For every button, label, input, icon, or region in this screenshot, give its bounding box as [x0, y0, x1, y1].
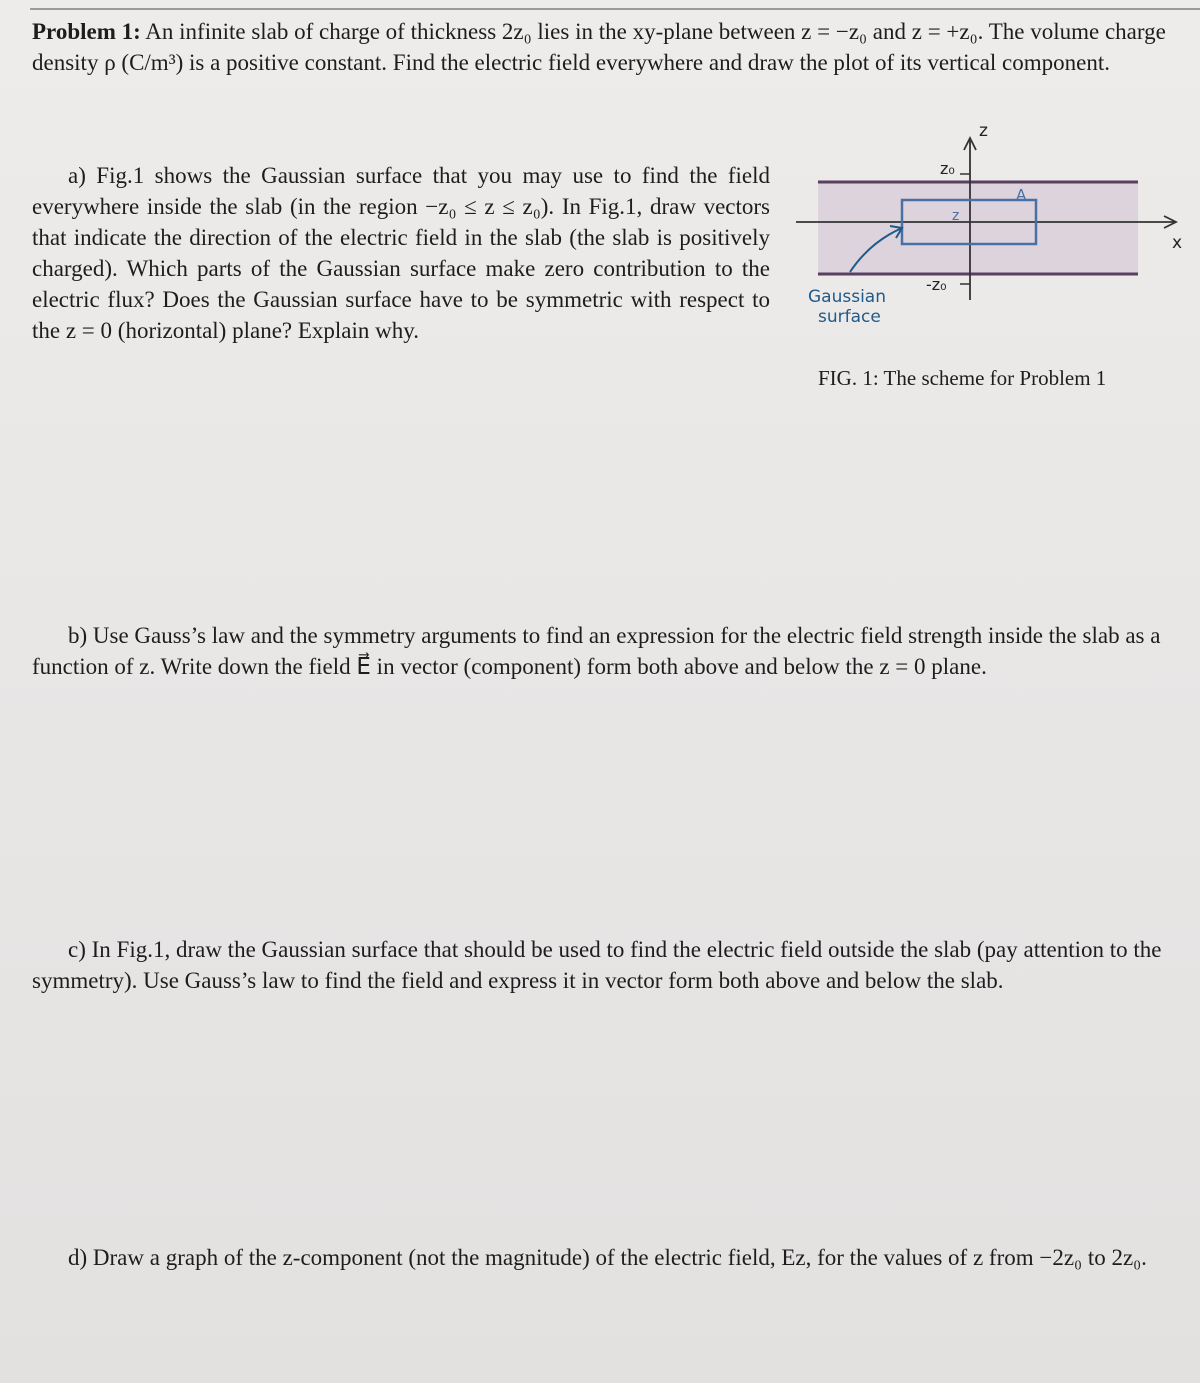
- part-d-text: d) Draw a graph of the z-component (not the magnitude) of the electric field, Ez, for the values of z from −2z₀ to 2z₀.: [68, 1245, 1147, 1270]
- box-z-label: z: [952, 208, 960, 224]
- part-d: [32, 1242, 1172, 1273]
- neg-z0-label: -z₀: [926, 275, 947, 294]
- problem-label: Problem 1:: [32, 19, 141, 44]
- part-a-text: a) Fig.1 shows the Gaussian surface that you may use to find the field everywhere inside the slab (in the region −z₀ ≤ z ≤ z₀). In Fig.1, draw vectors that indicate the direction of the electric field in the slab (the slab is positively charged). Which parts of the Gaussian surface make zero contribution to the electric flux? Does the Gaussian surface have to be symmetric with respect to the z = 0 (horizontal) plane? Explain why.: [32, 163, 770, 343]
- part-b-text: b) Use Gauss’s law and the symmetry arguments to find an expression for the electric field strength inside the slab as a function of z. Write down the field E⃗ in vector (component) form both above and below the z = 0 plane.: [32, 623, 1161, 679]
- figure-1-diagram: [790, 118, 1190, 338]
- area-label: A: [1016, 186, 1027, 204]
- z0-label: z₀: [940, 159, 955, 178]
- x-axis-label: x: [1172, 233, 1183, 253]
- part-a: [32, 160, 770, 346]
- problem-statement: An infinite slab of charge of thickness 2z₀ lies in the xy-plane between z = −z₀ and z = +z₀. The volume charge density ρ (C/m³) is a positive constant. Find the electric field everywhere and draw the plot of its vertical component.: [32, 19, 1166, 75]
- part-b: [32, 620, 1172, 682]
- part-c: [32, 934, 1172, 996]
- gaussian-annotation-line1: Gaussian: [808, 287, 886, 307]
- slab-region: [818, 182, 1138, 274]
- gaussian-annotation-line2: surface: [818, 307, 881, 327]
- z-axis-label: z: [979, 121, 988, 141]
- top-rule: [30, 8, 1200, 10]
- problem-intro: [32, 16, 1192, 78]
- part-c-text: c) In Fig.1, draw the Gaussian surface that should be used to find the electric field outside the slab (pay attention to the symmetry). Use Gauss’s law to find the field and express it in vector form both above and below the slab.: [32, 937, 1162, 993]
- figure-caption: FIG. 1: The scheme for Problem 1: [818, 366, 1107, 390]
